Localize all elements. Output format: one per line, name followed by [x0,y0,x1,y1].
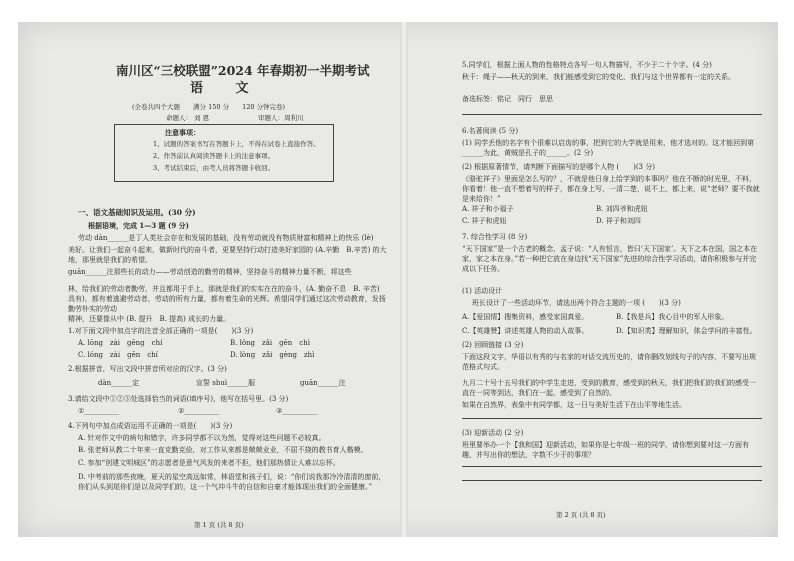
q2-blank[interactable]: guān______注 [300,379,346,387]
author-label-text: 命题人： [166,114,192,122]
answer-line[interactable] [462,418,762,419]
notice-box [114,124,334,182]
q7-part-1: (1) 活动设计 [462,287,503,295]
page-footer: 第 1 页 (共 8 页) [194,521,244,529]
q7-part-2-quote: 九月二十号十五号我们的中学生走进，受到的教育，感受到的秋天，我们把我们的我们的感受一直在一同等到达，我们在一起，感受到了自然的。 [462,379,756,397]
instruction: 根据语境，完成 1—3 题 (9 分) [88,221,189,230]
q7-option-b: B.【我是兵】我心目中的军人形象。 [616,313,729,321]
question-2: 2.根据拼音，写出文段中拼音所对应的汉字。(3 分) [68,365,227,373]
notice-title: 注意事项： [165,128,200,137]
exam-title: 南川区“三校联盟”2024 年春期初一半期考试 [116,63,370,78]
question-3: 3.请给文段中①②③处选择恰当的词语(填序号)，他写在括号里。(3 分) [68,395,289,403]
q3-blank[interactable]: ③__________ [276,407,318,415]
q7-part-1-text: 班长设计了一些活动环节，请选出两个符合主题的一项 ( )(3 分) [472,299,681,307]
section-heading: 一、语文基础知识及运用。(30 分) [78,208,196,217]
q7-intro: “天下国家”是一个古老的概念，孟子说：“人有恒言，皆曰‘天下国家’。天下之本在国，国之本在家，家之本在身。”若一种把它放在身边找“天下国家”先进的综合性学习活动，请你积极参与并完成以下任务。 [462,245,758,273]
q7-option-d: D.【知识类】理解知识，体会学问的丰富性。 [616,327,757,335]
q6-quote: 《骆驼祥子》里面是怎么写的？，不就是他日身上给学到的本事吗？他在不断的时光里，不料，你看着！他一直不想着写的样子，都在身上写，一清二楚，说不上，都上来，说“老师？要不我就是来给你！” [462,175,760,203]
subject-title: 语 文 [190,81,263,96]
q4-option-a: A. 针对作文中的病句和错字，许多同学都不以为然，觉得对这些问题不必较真。 [78,434,326,442]
q6-option-b: B. 刘四爷和虎妞 [596,205,648,213]
q6-option-d: D. 祥子和刘四 [596,217,641,225]
answer-line[interactable] [462,466,762,467]
question-4: 4.下列句中加点成语运用不正确的一项是( )(3 分) [68,422,233,430]
question-7: 7. 综合性学习 (8 分) [462,233,528,241]
notice-item: 3、考试结束后，由考人员将答题卡收回。 [153,164,275,172]
answer-line[interactable] [462,114,762,115]
q2-blank[interactable]: dàn______定 [98,379,140,387]
q7-part-3-text: 班里要举办一个【我和国】迎新活动，如果你是七年级一班的同学，请你想到要对这一方面有趣，并写出你的想法，字数不少于的事项？ [462,441,749,459]
reviewer-label: 审题人：周利川 [258,114,304,122]
q7-part-2: (2) 回顾链接 (3 分) [462,341,524,349]
passage-line: 精神，还要像从中 (B. 提升 B. 提高) 成长的力量。 [68,315,231,323]
q1-option-b: B. lǒng zǎi gēn chì [230,339,310,347]
notice-item: 1、试题的答案书写在答题卡上，不得在试卷上直接作答。 [153,140,320,148]
exam-meta: (全卷共四个大题 满分 150 分 120 分钟完卷) [132,103,286,111]
question-5: 5.同学们，根据上面人物的性格特点各写一句人物描写，不少于二十个字。(4 分) [462,61,712,69]
q7-part-2-text: 下面这段文字，华语以有秀的与名家的对话交流历史的，请你删改划线句子的内容，不要写出规范格式句式。 [462,353,756,371]
q2-blank[interactable]: 宣誓 shuì______服 [196,379,256,387]
question-1: 1.对下面文段中加点字的注音全部正确的一项是( )(3 分) [68,327,254,335]
passage-line: 林，给我们的劳动者勤劳，并且都用于手上，那就是我们的实实在在的奋斗，(A. 勤奋不息 B. 辛苦) [68,285,380,293]
page-footer: 第 2 页 (共 8 页) [556,511,606,519]
passage-line: 具有)，都有着逃避劳动者，劳动的所有力量，都有着生命的光辉。希望同学们通过这次劳动教育，发扬勤劳朴实的劳动 [68,295,386,313]
notice-item: 2、作答前认真阅读答题卡上的注意事项。 [153,152,275,160]
q6-part-1: (1) 同学丢他的名字有个很难以启齿的事，把到它的大学就是用来，他才选对的。这才能回到第______为此，黄贼是孔子的______。(2 分) [462,139,755,157]
page-1 [18,22,402,537]
q3-blank[interactable]: ②__________ [178,407,220,415]
q6-option-c: C. 祥子和虎妞 [462,217,507,225]
q7-part-2-line: 如果在自然界，表象中有同学都，这一日与美好生活下在山平等地生活。 [462,401,686,409]
q6-option-a: A. 祥子和小福子 [462,205,514,213]
q4-option-b: B. 张老师从教二十年来一直克勤克俭，对工作从来都是兢兢业业，不屈不挠的教书育人楷模。 [78,446,368,454]
q7-option-a: A.【爱国情】搜集资料，感受家国真爱。 [462,313,589,321]
scanned-exam-sheet [18,22,778,537]
passage-line: guān______注那些长的动力——劳动创造的勤劳的精神，坚持奋斗的精神力量不断，将这些 [68,268,352,276]
q1-option-c: C. lóng zài gēn chí [78,351,158,359]
author-name: 刘 恩 [194,114,210,122]
passage-line: 美好。让我们一起奋斗起来，做新时代的奋斗者，更要坚持行动打造美好家园的 (A.辛勤 B.辛苦) 的大地，那里就是我们的希望。 [68,246,387,264]
passage-line: 劳动 dàn______是丁人类社会存在和发展的基础，没有劳动就没有物质财富和精神上的快乐 (lè) [78,234,374,242]
q3-blank[interactable]: ①__________ [78,407,120,415]
author-label [166,113,209,123]
question-6: 6.名著阅读 (5 分) [462,127,519,135]
q1-option-a: A. lōng zài gēng chí [78,339,163,347]
q5-line: 秋千：绳子——秋天的到来，我们能感受到它的变化，我们与这个世界都有一定的关系。 [462,73,735,81]
answer-line[interactable] [462,480,762,481]
q4-option-d: D. 中考前的那些夜晚，夏天的星空高远如常，林语堂和孩子们，说：“你们说我那冷冷清清的窗前，你们从头到尾你们是以及同学们的，这一个气冲斗牛的自信和自豪才能体现出我们的全面健康。” [78,473,386,491]
q1-option-d: D. lòng zǎi gèng zhì [230,351,315,359]
q7-part-3: (3) 迎新活动 (2 分) [462,429,524,437]
q6-part-2: (2) 根据原著情节，请判断下面描写的是哪个人物 ( )(3 分) [462,163,655,171]
q7-option-c: C.【英雄赞】讲述英雄人物的动人故事。 [462,327,589,335]
q5-tags: 备选标签：铭记 同行 思思 [462,95,553,103]
q4-option-c: C. 参加“创建文明城区”的志愿者是意气风发的来者不拒，他们那热情让人难以忘怀。 [78,459,340,467]
page-2 [406,22,778,537]
